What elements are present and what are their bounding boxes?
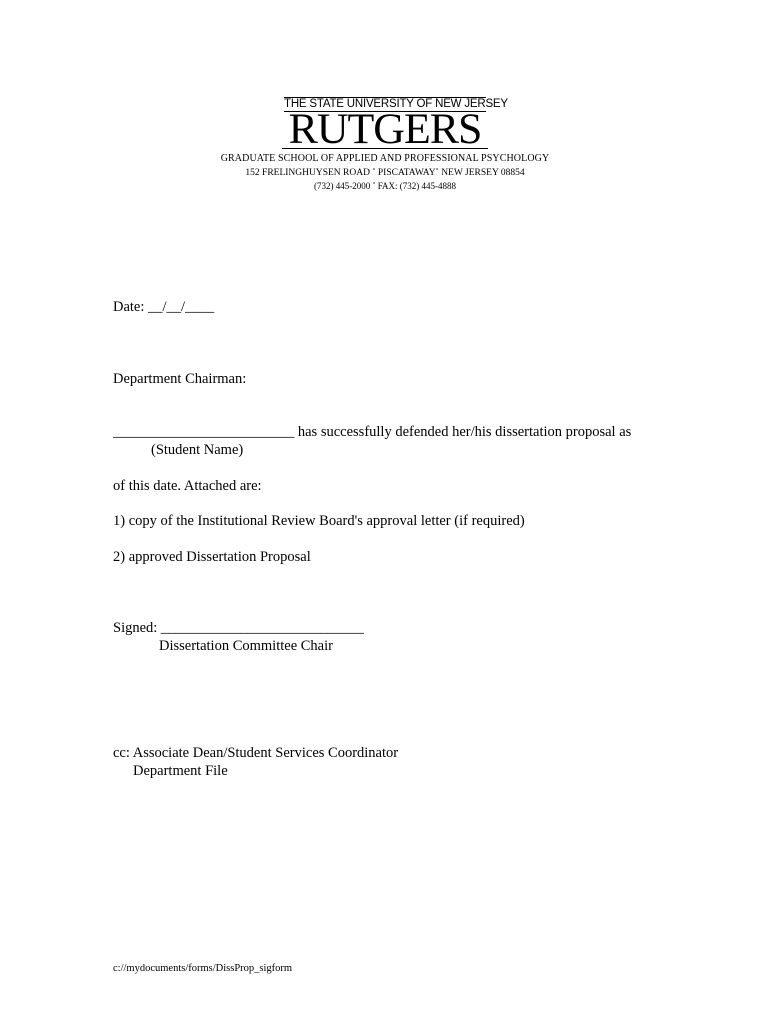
footer-file-path: c://mydocuments/forms/DissProp_sigform	[113, 963, 293, 974]
school-name: GRADUATE SCHOOL OF APPLIED AND PROFESSIONAL PSYCHOLOGY	[220, 153, 550, 164]
defended-statement: _________________________ has successfully defended her/his dissertation proposal as	[113, 424, 632, 440]
student-name-label: (Student Name)	[151, 442, 244, 458]
cc-line-1: cc: Associate Dean/Student Services Coordinator	[113, 745, 399, 761]
cc-line-2: Department File	[133, 763, 228, 779]
signature-line: Signed: ____________________________	[113, 620, 364, 636]
signer-title: Dissertation Committee Chair	[159, 638, 333, 654]
school-phone-fax: (732) 445-2000 ˚ FAX: (732) 445-4888	[313, 181, 457, 191]
school-address: 152 FRELINGHUYSEN ROAD ˚ PISCATAWAY˚ NEW JERSEY 08854	[245, 168, 525, 178]
logo-wordmark: RUTGERS	[282, 112, 488, 149]
logo-tagline: THE STATE UNIVERSITY OF NEW JERSEY	[284, 98, 508, 110]
date-field: Date: __/__/____	[113, 299, 215, 315]
attached-statement: of this date. Attached are:	[113, 478, 262, 494]
attachment-item-2: 2) approved Dissertation Proposal	[113, 549, 311, 565]
attachment-item-1: 1) copy of the Institutional Review Board's approval letter (if required)	[113, 513, 525, 529]
rutgers-logo	[284, 97, 508, 153]
addressee-label: Department Chairman:	[113, 371, 247, 387]
